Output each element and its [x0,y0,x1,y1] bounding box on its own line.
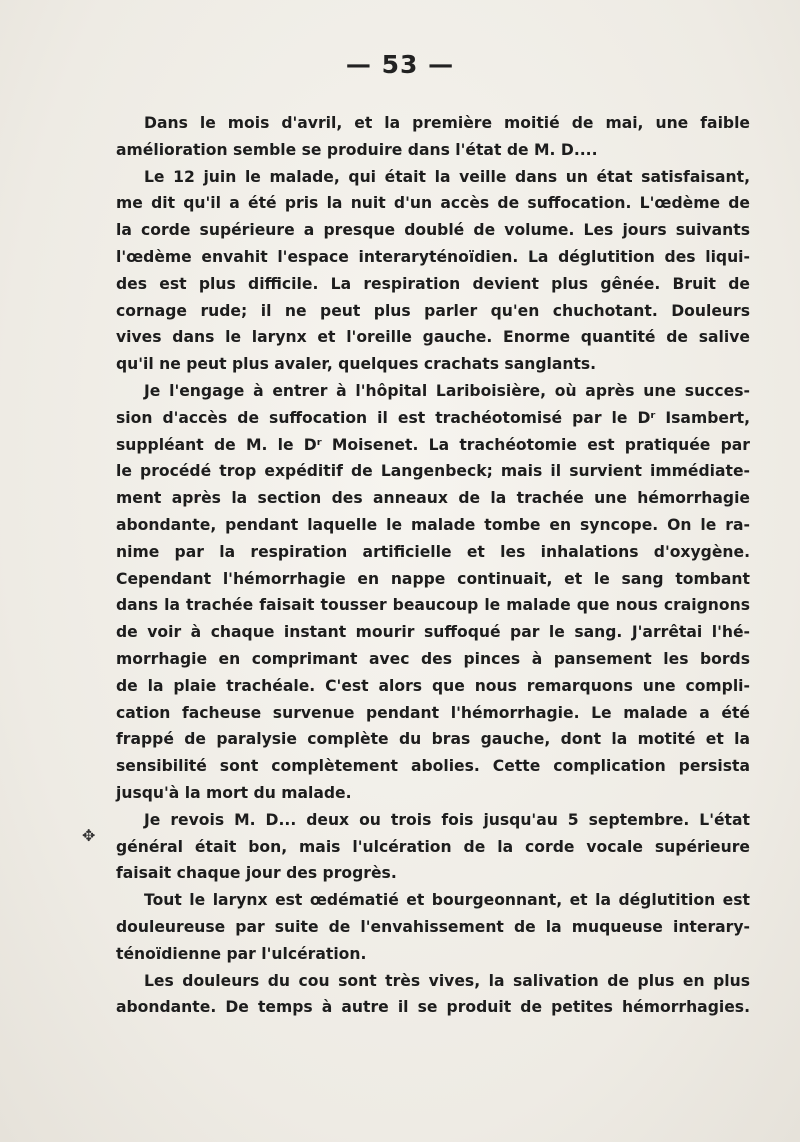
text-line: cation facheuse survenue pendant l'hémorrhagie. Le malade a été [116,703,750,722]
text-line: Tout le larynx est œdématié et bourgeonnant, et la déglutition est [144,891,750,910]
text-line: suppléant de M. le Dʳ Moisenet. La trachéotomie est pratiquée par [116,435,750,454]
text-line: qu'il ne peut plus avaler, quelques crachats sanglants. [116,355,597,374]
text-line: faisait chaque jour des progrès. [116,864,397,883]
text-line: Je l'engage à entrer à l'hôpital Lariboisière, où après une succes- [144,381,750,400]
text-line: Cependant l'hémorrhagie en nappe continuait, et le sang tombant [116,569,750,588]
text-line: sensibilité sont complètement abolies. Cette complication persista [116,757,750,776]
text-line: Les douleurs du cou sont très vives, la salivation de plus en plus [144,971,750,990]
text-line: cornage rude; il ne peut plus parler qu'en chuchotant. Douleurs [116,301,750,320]
text-line: de la plaie trachéale. C'est alors que nous remarquons une compli- [116,676,750,695]
text-line: des est plus difficile. La respiration devient plus gênée. Bruit de [116,274,750,293]
text-line: Je revois M. D... deux ou trois fois jusqu'au 5 septembre. L'état [144,810,750,829]
text-line: me dit qu'il a été pris la nuit d'un accès de suffocation. L'œdème de [116,194,750,213]
text-line: abondante, pendant laquelle le malade tombe en syncope. On le ra- [116,515,750,534]
body-text [116,110,750,1021]
margin-mark: ✥ [82,826,96,845]
text-line: la corde supérieure a presque doublé de volume. Les jours suivants [116,221,750,240]
text-line: ténoïdienne par l'ulcération. [116,944,367,963]
text-line: le procédé trop expéditif de Langenbeck; mais il survient immédiate- [116,462,750,481]
text-line: Dans le mois d'avril, et la première moitié de mai, une faible [144,114,750,132]
text-line: vives dans le larynx et l'oreille gauche. Enorme quantité de salive [116,328,750,347]
text-line: l'œdème envahit l'espace interaryténoïdien. La déglutition des liqui- [116,247,750,266]
page-number-header: — 53 — [345,50,455,79]
text-line: ment après la section des anneaux de la trachée une hémorrhagie [116,489,750,508]
text-line: de voir à chaque instant mourir suffoqué par le sang. J'arrêtai l'hé- [116,623,750,642]
text-line: jusqu'à la mort du malade. [116,783,352,802]
text-line: dans la trachée faisait tousser beaucoup le malade que nous craignons [116,596,750,615]
text-line: nime par la respiration artificielle et les inhalations d'oxygène. [116,542,750,561]
text-line: abondante. De temps à autre il se produit de petites hémorrhagies. [116,998,750,1017]
text-line: morrhagie en comprimant avec des pinces à pansement les bords [116,649,750,668]
text-line: général était bon, mais l'ulcération de la corde vocale supérieure [116,837,750,856]
text-line: Le 12 juin le malade, qui était la veille dans un état satisfaisant, [144,167,750,186]
text-line: frappé de paralysie complète du bras gauche, dont la motité et la [116,730,750,749]
text-line: douleureuse par suite de l'envahissement de la muqueuse interary- [116,917,750,936]
text-line: amélioration semble se produire dans l'état de M. D.... [116,140,598,159]
text-line: sion d'accès de suffocation il est trachéotomisé par le Dʳ Isambert, [116,408,750,427]
